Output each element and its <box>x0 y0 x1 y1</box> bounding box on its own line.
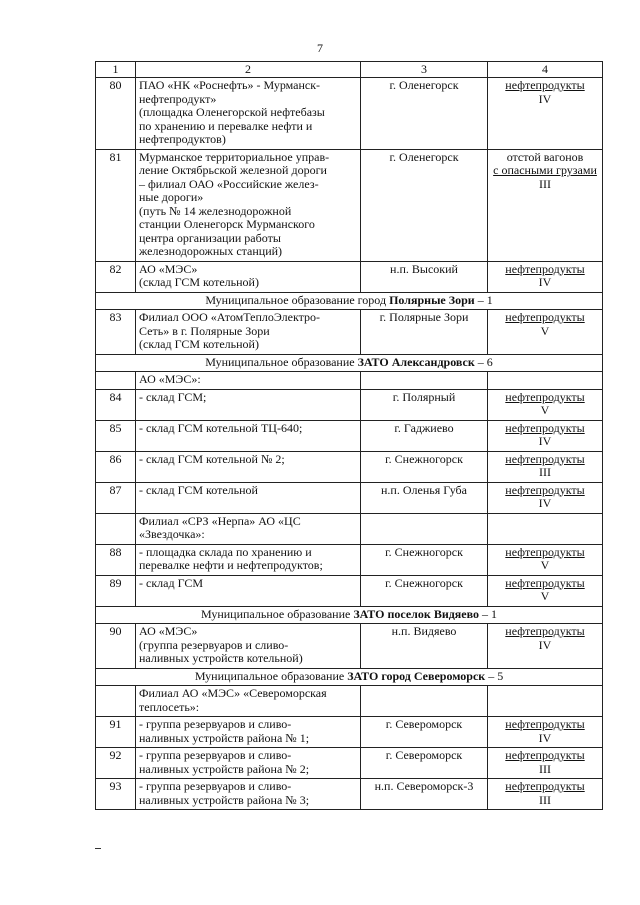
hazard-level: IV <box>538 91 552 106</box>
section-prefix: Муниципальное образование <box>194 668 345 683</box>
facility-name-line: станции Оленегорск Мурманского <box>139 217 315 231</box>
table-row <box>96 149 603 261</box>
section-municipality: ЗАТО Александровск <box>357 354 475 369</box>
location: г. Гаджиево <box>361 420 488 451</box>
facility-name-line: ление Октябрьской железной дороги <box>139 163 327 177</box>
table-row <box>96 78 603 150</box>
hazard-level: IV <box>538 434 552 448</box>
hazard-type: нефтепродукты <box>505 748 585 762</box>
table-row <box>96 624 603 669</box>
hazard-type: нефтепродукты <box>505 575 585 590</box>
header-cell: 3 <box>361 62 488 78</box>
hazard-class <box>488 451 603 482</box>
facility-name-line: «Звездочка»: <box>139 527 205 541</box>
section-count: – 5 <box>488 668 504 683</box>
hazard-class <box>488 261 603 292</box>
facility-name-line: железнодорожных станций) <box>139 244 283 258</box>
facility-name-line: наливных устройств района № 3; <box>139 792 310 807</box>
facility-name <box>136 78 361 150</box>
hazard-level: IV <box>538 496 552 510</box>
facility-name <box>136 482 361 513</box>
location: г. Оленегорск <box>361 78 488 150</box>
facility-name-line: – филиал ОАО «Российские желез- <box>139 176 319 191</box>
hazard-level: V <box>540 558 550 572</box>
hazard-type: нефтепродукты <box>505 389 585 404</box>
registry-table <box>95 61 603 810</box>
facility-name-line: (группа резервуаров и сливо- <box>139 637 289 652</box>
hazard-type-plain: отстой вагонов <box>506 149 584 164</box>
hazard-class <box>488 748 603 779</box>
hazard-level: III <box>539 761 551 776</box>
table-row <box>96 310 603 355</box>
row-number: 85 <box>96 420 136 451</box>
location: г. Снежногорск <box>361 575 488 606</box>
row-number: 84 <box>96 389 136 420</box>
facility-name-line: Филиал ООО «АтомТеплоЭлектро- <box>139 310 320 324</box>
row-number: 93 <box>96 779 136 810</box>
location: г. Полярный <box>361 389 488 420</box>
hazard-class <box>488 544 603 575</box>
facility-name-line: - группа резервуаров и сливо- <box>139 748 292 762</box>
table-row <box>96 261 603 292</box>
hazard-level: IV <box>538 275 552 289</box>
section-row <box>96 292 603 310</box>
facility-name <box>136 372 361 390</box>
section-municipality: ЗАТО город Североморск <box>347 668 486 683</box>
facility-name-line: по хранению и перевалке нефти и <box>139 118 313 133</box>
table-row <box>96 748 603 779</box>
location: г. Североморск <box>361 748 488 779</box>
section-row <box>96 668 603 686</box>
facility-name <box>136 513 361 544</box>
hazard-level: V <box>540 323 550 338</box>
facility-name <box>136 748 361 779</box>
facility-name-line: наливных устройств района № 2; <box>139 761 310 776</box>
row-number: 90 <box>96 624 136 669</box>
hazard-class <box>488 717 603 748</box>
section-prefix: Муниципальное образование <box>200 606 351 621</box>
facility-name <box>136 420 361 451</box>
facility-name-line: - склад ГСМ котельной <box>139 482 258 497</box>
hazard-level: V <box>540 403 550 417</box>
facility-name-line: ПАО «НК «Роснефть» - Мурманск- <box>139 78 321 92</box>
facility-name <box>136 310 361 355</box>
hazard-class <box>488 420 603 451</box>
section-row <box>96 606 603 624</box>
facility-name-line: наливных устройств котельной) <box>139 651 303 665</box>
location: г. Североморск <box>361 717 488 748</box>
hazard-type: нефтепродукты <box>505 261 585 276</box>
location: г. Снежногорск <box>361 451 488 482</box>
facility-name <box>136 149 361 261</box>
hazard-level: IV <box>538 730 552 745</box>
page-number: 7 <box>317 41 323 55</box>
row-number: 92 <box>96 748 136 779</box>
facility-name-line: нефтепродукт» <box>139 91 217 106</box>
facility-name-line: (площадка Оленегорской нефтебазы <box>139 105 325 119</box>
hazard-type: нефтепродукты <box>505 482 585 497</box>
facility-name-line: АО «МЭС» <box>139 624 198 638</box>
hazard-level: III <box>539 465 551 479</box>
hazard-class <box>488 149 603 261</box>
header-cell: 4 <box>488 62 603 78</box>
table-row <box>96 420 603 451</box>
facility-name-line: Сеть» в г. Полярные Зори <box>139 323 270 338</box>
section-municipality: ЗАТО поселок Видяево <box>353 606 480 621</box>
hazard-level: III <box>539 176 551 191</box>
facility-name <box>136 686 361 717</box>
hazard-class <box>488 575 603 606</box>
hazard-type: нефтепродукты <box>505 451 585 466</box>
hazard-type: нефтепродукты <box>505 78 585 92</box>
row-number: 86 <box>96 451 136 482</box>
facility-name-line: наливных устройств района № 1; <box>139 730 310 745</box>
facility-name-line: (склад ГСМ котельной) <box>139 275 259 289</box>
table-row <box>96 389 603 420</box>
facility-name-line: - склад ГСМ <box>139 575 204 590</box>
facility-name <box>136 624 361 669</box>
facility-name-line: - группа резервуаров и сливо- <box>139 779 292 793</box>
facility-name-line: перевалке нефти и нефтепродуктов; <box>139 558 323 572</box>
facility-name-line: - склад ГСМ котельной № 2; <box>139 451 285 466</box>
facility-name-line: Филиал «СРЗ «Нерпа» АО «ЦС <box>139 513 301 528</box>
row-number: 89 <box>96 575 136 606</box>
facility-name <box>136 717 361 748</box>
location <box>361 686 488 717</box>
location: н.п. Высокий <box>361 261 488 292</box>
hazard-level: IV <box>538 637 552 652</box>
facility-name-line: (склад ГСМ котельной) <box>139 337 259 351</box>
facility-name-line: нефтепродуктов) <box>139 132 226 146</box>
hazard-class <box>488 513 603 544</box>
hazard-class <box>488 372 603 390</box>
table-row <box>96 482 603 513</box>
hazard-type: нефтепродукты <box>505 717 585 731</box>
section-heading <box>96 354 603 372</box>
location: н.п. Североморск-3 <box>361 779 488 810</box>
hazard-type: нефтепродукты <box>505 544 585 559</box>
row-number: 80 <box>96 78 136 150</box>
section-count: – 1 <box>477 292 493 307</box>
hazard-level: V <box>540 589 550 603</box>
hazard-class <box>488 779 603 810</box>
hazard-class <box>488 624 603 669</box>
facility-name <box>136 779 361 810</box>
facility-name <box>136 544 361 575</box>
facility-name-line: АО «МЭС» <box>139 261 198 276</box>
row-number: 81 <box>96 149 136 261</box>
row-number: 82 <box>96 261 136 292</box>
section-count: – 6 <box>477 354 493 369</box>
location: г. Снежногорск <box>361 544 488 575</box>
group-row <box>96 513 603 544</box>
hazard-class <box>488 482 603 513</box>
facility-name <box>136 575 361 606</box>
facility-name-line: (путь № 14 железнодорожной <box>139 203 292 218</box>
location <box>361 513 488 544</box>
facility-name-line: - площадка склада по хранению и <box>139 544 312 559</box>
hazard-class <box>488 686 603 717</box>
location <box>361 372 488 390</box>
facility-name-line: теплосеть»: <box>139 699 200 714</box>
section-municipality: Полярные Зори <box>389 292 475 307</box>
table-row <box>96 451 603 482</box>
row-number: 87 <box>96 482 136 513</box>
facility-name-line: Филиал АО «МЭС» «Североморская <box>139 686 327 700</box>
hazard-type: с опасными грузами <box>493 163 597 177</box>
header-cell: 1 <box>96 62 136 78</box>
section-heading <box>96 668 603 686</box>
facility-name-line: Мурманское территориальное управ- <box>139 149 330 164</box>
table-row <box>96 544 603 575</box>
table-row <box>96 779 603 810</box>
hazard-class <box>488 78 603 150</box>
table-row <box>96 575 603 606</box>
row-number: 88 <box>96 544 136 575</box>
group-row <box>96 372 603 390</box>
section-heading <box>96 292 603 310</box>
row-number <box>96 686 136 717</box>
section-prefix: Муниципальное образование <box>205 354 355 369</box>
section-count: – 1 <box>482 606 498 621</box>
facility-name-line: ные дороги» <box>139 190 204 204</box>
footer-mark <box>95 848 101 849</box>
facility-name-line: - группа резервуаров и сливо- <box>139 717 292 731</box>
table-row <box>96 717 603 748</box>
row-number <box>96 372 136 390</box>
hazard-type: нефтепродукты <box>505 310 585 324</box>
group-row <box>96 686 603 717</box>
row-number: 83 <box>96 310 136 355</box>
facility-name-line: - склад ГСМ; <box>139 389 207 404</box>
section-row <box>96 354 603 372</box>
section-prefix: Муниципальное образование город <box>205 292 387 307</box>
facility-name-line: центра организации работы <box>139 230 281 245</box>
facility-name-line: - склад ГСМ котельной ТЦ-640; <box>139 420 303 435</box>
hazard-level: III <box>539 792 551 807</box>
hazard-class <box>488 389 603 420</box>
facility-name <box>136 261 361 292</box>
hazard-class <box>488 310 603 355</box>
row-number: 91 <box>96 717 136 748</box>
header-cell: 2 <box>136 62 361 78</box>
location: г. Полярные Зори <box>361 310 488 355</box>
row-number <box>96 513 136 544</box>
facility-name-line: АО «МЭС»: <box>139 372 201 386</box>
table-header-row <box>96 62 603 78</box>
facility-name <box>136 389 361 420</box>
hazard-type: нефтепродукты <box>505 624 585 638</box>
location: н.п. Видяево <box>361 624 488 669</box>
facility-name <box>136 451 361 482</box>
location: г. Оленегорск <box>361 149 488 261</box>
section-heading <box>96 606 603 624</box>
hazard-type: нефтепродукты <box>505 420 585 435</box>
location: н.п. Оленья Губа <box>361 482 488 513</box>
hazard-type: нефтепродукты <box>505 779 585 793</box>
